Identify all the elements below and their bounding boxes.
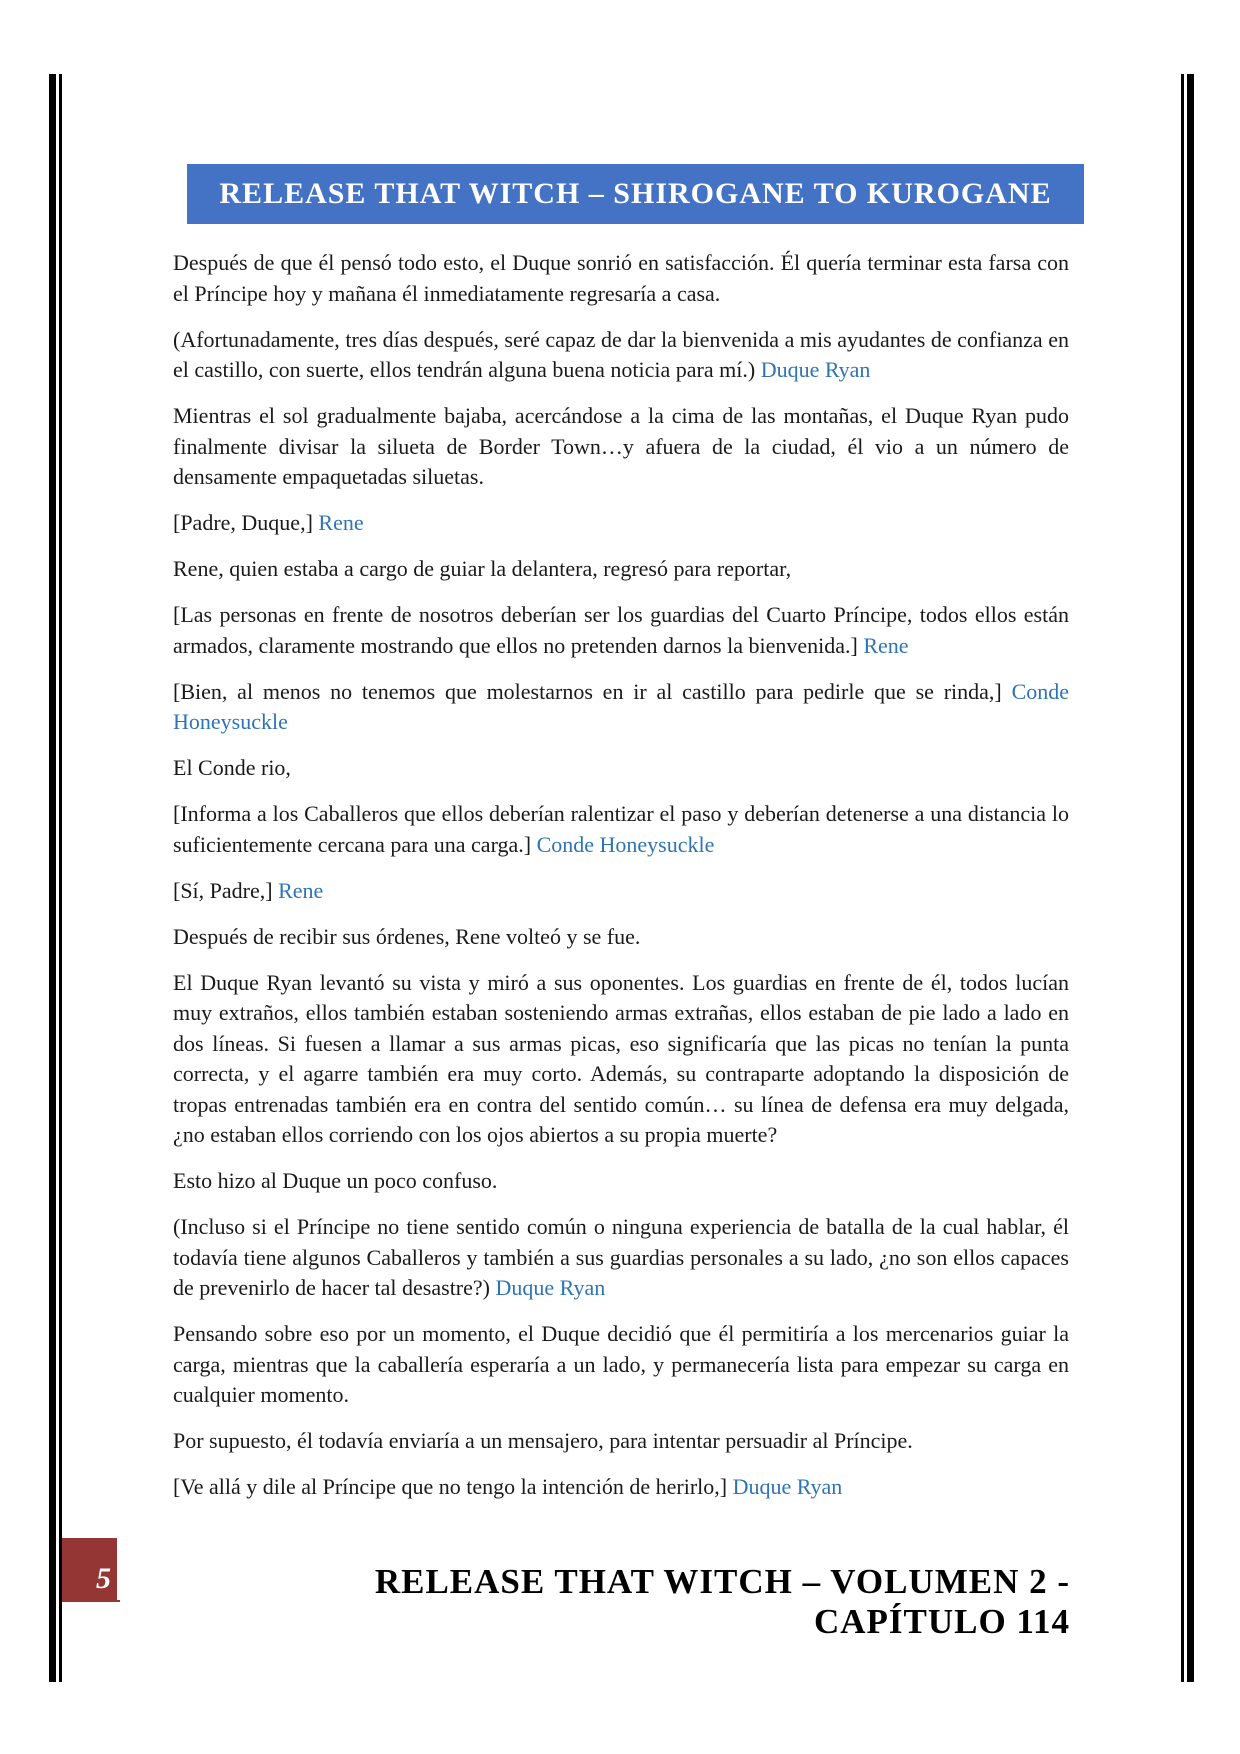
paragraph bbox=[173, 248, 1069, 309]
paragraph-text: [Bien, al menos no tenemos que molestarnos en ir al castillo para pedirle que se rinda,] bbox=[173, 678, 1002, 704]
paragraph bbox=[173, 1472, 1069, 1503]
paragraph-text: El Conde rio, bbox=[173, 755, 291, 780]
paragraph-text: El Duque Ryan levantó su vista y miró a sus oponentes. Los guardias en frente de él, todos lucían muy extraños, ellos también estaban sosteniendo armas extrañas, ellos estaban de pie lado a lado en dos líneas. Si fuesen a llamar a sus armas picas, eso significaría que las picas no tenían la punta correcta, y el agarre también era muy corto. Además, su contraparte adoptando la disposición de tropas entrenadas también era en contra del sentido común… su línea de defensa era muy delgada, ¿no estaban ellos corriendo con los ojos abiertos a su propia muerte? bbox=[173, 969, 1069, 1147]
speaker-tag: Duque Ryan bbox=[732, 1474, 843, 1499]
paragraph bbox=[173, 1212, 1069, 1304]
paragraph bbox=[173, 753, 1069, 784]
paragraph-text: Pensando sobre eso por un momento, el Duque decidió que él permitiría a los mercenarios guiar la carga, mientras que la caballería esperaría a un lado, y permanecería lista para empezar su carga en cualquier momento. bbox=[173, 1321, 1069, 1407]
speaker-tag: Conde Honeysuckle bbox=[173, 678, 1070, 734]
speaker-tag: Conde Honeysuckle bbox=[536, 831, 715, 857]
paragraph-text: Esto hizo al Duque un poco confuso. bbox=[173, 1168, 498, 1193]
paragraph bbox=[173, 1166, 1069, 1197]
speaker-tag: Rene bbox=[318, 510, 364, 535]
page-border-left bbox=[49, 74, 62, 1682]
paragraph bbox=[173, 600, 1069, 661]
paragraph-text: [Informa a los Caballeros que ellos deberían ralentizar el paso y deberían detenerse a una distancia lo suficientemente cercana para una carga.] bbox=[173, 801, 1069, 857]
paragraph bbox=[173, 325, 1069, 386]
paragraph bbox=[173, 1426, 1069, 1457]
paragraph bbox=[173, 799, 1069, 860]
speaker-tag: Rene bbox=[863, 632, 909, 658]
footer-rule bbox=[62, 1600, 120, 1602]
paragraph-text: Mientras el sol gradualmente bajaba, acercándose a la cima de las montañas, el Duque Ryan pudo finalmente divisar la silueta de Border Town…y afuera de la ciudad, él vio a un número de densamente empaquetadas siluetas. bbox=[173, 403, 1069, 489]
paragraph-text: [Las personas en frente de nosotros deberían ser los guardias del Cuarto Príncipe, todos ellos están armados, claramente mostrando que ellos no pretenden darnos la bienvenida.] bbox=[173, 602, 1069, 658]
speaker-tag: Duque Ryan bbox=[760, 357, 871, 382]
paragraph bbox=[173, 554, 1069, 585]
speaker-tag: Rene bbox=[278, 877, 324, 903]
paragraph bbox=[173, 922, 1069, 953]
paragraph bbox=[173, 677, 1069, 738]
paragraph-text: Rene, quien estaba a cargo de guiar la delantera, regresó para reportar, bbox=[173, 556, 792, 581]
paragraph bbox=[173, 1319, 1069, 1411]
chapter-body bbox=[173, 248, 1069, 1518]
page-border-right bbox=[1181, 74, 1194, 1682]
paragraph bbox=[173, 968, 1069, 1151]
paragraph-text: Después de que él pensó todo esto, el Duque sonrió en satisfacción. Él quería terminar esta farsa con el Príncipe hoy y mañana él inmediatamente regresaría a casa. bbox=[173, 250, 1069, 306]
header-title: RELEASE THAT WITCH – SHIROGANE TO KUROGANE bbox=[219, 177, 1052, 210]
paragraph-text: [Sí, Padre,] bbox=[173, 877, 273, 903]
paragraph-text: [Padre, Duque,] bbox=[173, 510, 313, 535]
paragraph bbox=[173, 876, 1069, 907]
page-number-box bbox=[62, 1538, 117, 1600]
header-banner bbox=[187, 164, 1084, 224]
footer-title: RELEASE THAT WITCH – VOLUMEN 2 - CAPÍTULO 114 bbox=[374, 1562, 1070, 1641]
paragraph bbox=[173, 401, 1069, 493]
paragraph-text: (Afortunadamente, tres días después, seré capaz de dar la bienvenida a mis ayudantes de confianza en el castillo, con suerte, ellos tendrán alguna buena noticia para mí.) bbox=[173, 326, 1069, 382]
speaker-tag: Duque Ryan bbox=[495, 1275, 606, 1300]
paragraph bbox=[173, 508, 1069, 539]
paragraph-text: [Ve allá y dile al Príncipe que no tengo la intención de herirlo,] bbox=[173, 1474, 728, 1499]
paragraph-text: Después de recibir sus órdenes, Rene volteó y se fue. bbox=[173, 923, 641, 949]
paragraph-text: (Incluso si el Príncipe no tiene sentido común o ninguna experiencia de batalla de la cual hablar, él todavía tiene algunos Caballeros y también a sus guardias personales a su lado, ¿no son ellos capaces de prevenirlo de hacer tal desastre?) bbox=[173, 1214, 1069, 1300]
paragraph-text: Por supuesto, él todavía enviaría a un mensajero, para intentar persuadir al Príncipe. bbox=[173, 1428, 913, 1453]
page-number: 5 bbox=[96, 1562, 111, 1595]
